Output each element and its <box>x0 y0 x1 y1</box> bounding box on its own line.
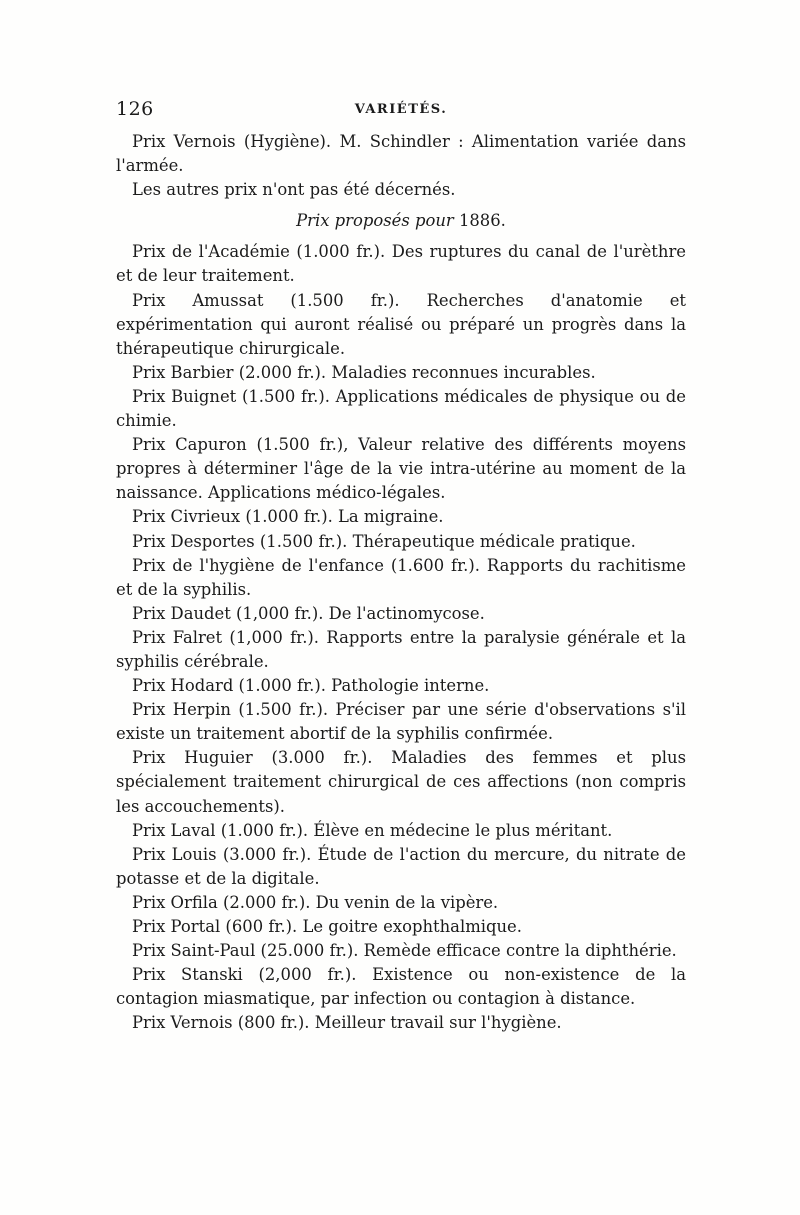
prize-entry: Prix Herpin (1.500 fr.). Préciser par une série d'observations s'il existe un traitement abortif de la syphilis confirmée. <box>116 700 686 744</box>
prize-entry: Prix Amussat (1.500 fr.). Recherches d'anatomie et expérimentation qui auront réalisé ou préparé un progrès dans la thérapeutique chirurgicale. <box>116 290 686 358</box>
prize-entry: Prix Hodard (1.000 fr.). Pathologie interne. <box>132 676 490 696</box>
prize-entry: Prix Civrieux (1.000 fr.). La migraine. <box>132 507 444 527</box>
subheading-year: 1886. <box>458 211 506 231</box>
prize-entry: Prix Stanski (2,000 fr.). Existence ou non-existence de la contagion miasmatique, par infection ou contagion à distance. <box>116 965 686 1009</box>
prize-entry: Prix Orfila (2.000 fr.). Du venin de la vipère. <box>132 892 499 912</box>
prize-entry: Prix Falret (1,000 fr.). Rapports entre la paralysie générale et la syphilis cérébrale. <box>116 627 686 671</box>
page-number: 126 <box>116 98 154 120</box>
running-head <box>116 98 686 126</box>
prize-entry: Prix Portal (600 fr.). Le goitre exophthalmique. <box>132 917 522 936</box>
prize-entry: Prix Saint-Paul (25.000 fr.). Remède efficace contre la diphthérie. <box>132 941 677 961</box>
paragraph-prix-vernois-hygiene: Prix Vernois (Hygiène). M. Schindler : Alimentation variée dans l'armée. <box>116 132 686 176</box>
prize-entry: Prix Buignet (1.500 fr.). Applications médicales de physique ou de chimie. <box>116 386 686 431</box>
prize-entry: Prix Daudet (1,000 fr.). De l'actinomycose. <box>132 603 485 623</box>
prize-entry: Prix Capuron (1.500 fr.), Valeur relative des différents moyens propres à déterminer l'âge de la vie intra-utérine au moment de la naissance. Applications médico-légales. <box>116 435 686 503</box>
running-title: VARIÉTÉS. <box>354 102 448 117</box>
prize-entry: Prix Huguier (3.000 fr.). Maladies des femmes et plus spécialement traitement chirurgical de ces affections (non compris les accouchements). <box>116 748 686 816</box>
section-subheading <box>116 209 686 233</box>
prize-entry: Prix de l'hygiène de l'enfance (1.600 fr.). Rapports du rachitisme et de la syphilis. <box>116 555 686 599</box>
subheading-italic-text: Prix proposés pour <box>296 211 454 231</box>
prize-entry: Prix Louis (3.000 fr.). Étude de l'action du mercure, du nitrate de potasse et de la digitale. <box>116 844 686 888</box>
paragraph-autres-prix: Les autres prix n'ont pas été décernés. <box>132 180 456 200</box>
prize-entry: Prix Barbier (2.000 fr.). Maladies reconnues incurables. <box>132 362 596 382</box>
prize-entry: Prix Vernois (800 fr.). Meilleur travail sur l'hygiène. <box>132 1013 562 1033</box>
prize-entry: Prix Laval (1.000 fr.). Élève en médecine le plus méritant. <box>132 820 613 840</box>
prize-entry: Prix Desportes (1.500 fr.). Thérapeutique médicale pratique. <box>132 531 636 551</box>
prize-entry: Prix de l'Académie (1.000 fr.). Des ruptures du canal de l'urèthre et de leur traitement. <box>116 242 686 286</box>
body-text <box>116 130 686 1035</box>
